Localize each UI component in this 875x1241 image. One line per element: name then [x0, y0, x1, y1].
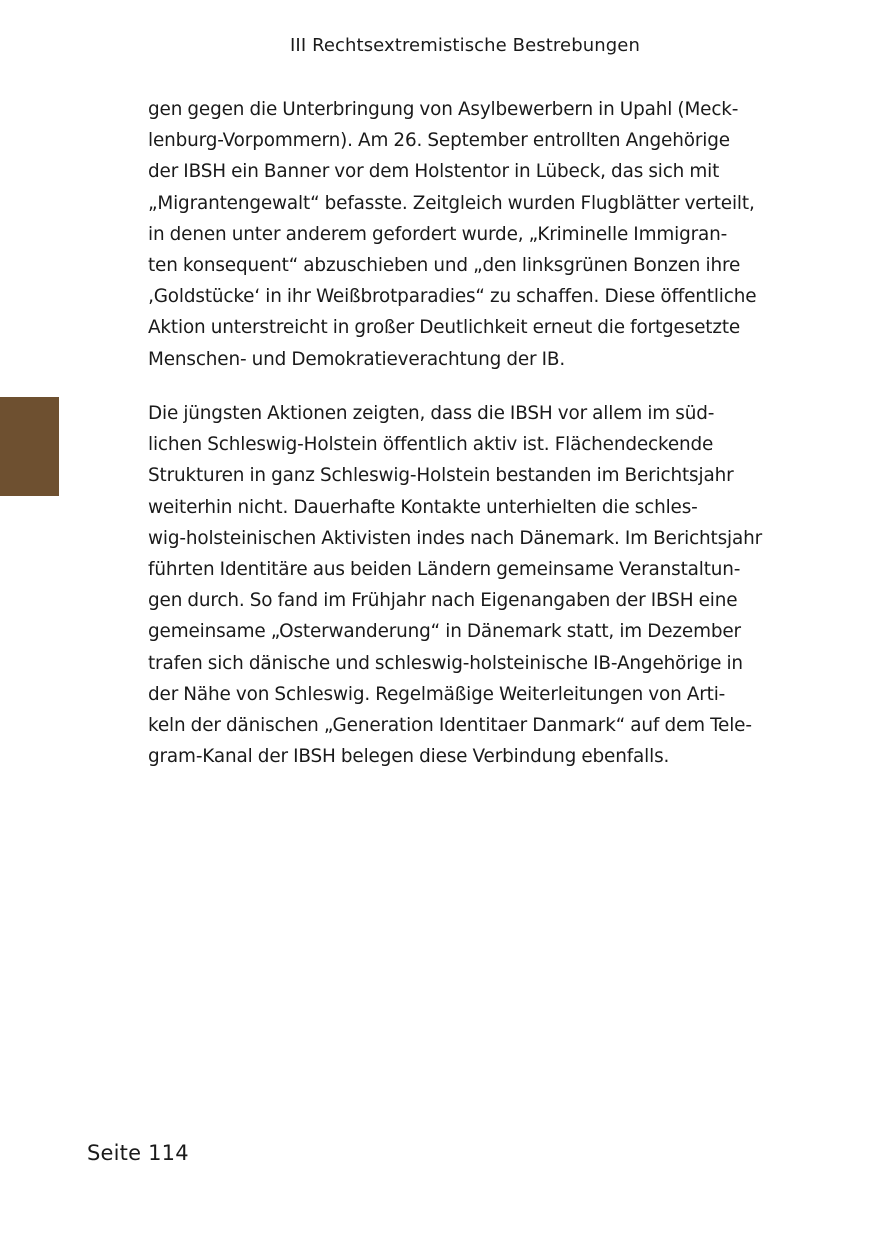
text-line: gen gegen die Unterbringung von Asylbewerbern in Upahl (Meck- [148, 99, 739, 120]
page-number: Seite 114 [87, 1141, 189, 1165]
text-line: ‚Goldstücke‘ in ihr Weißbrotparadies“ zu schaffen. Diese öffentliche [148, 286, 757, 308]
text-line: trafen sich dänische und schleswig-holsteinische IB-Angehörige in [148, 652, 743, 674]
text-line: weiterhin nicht. Dauerhafte Kontakte unterhielten die schles- [148, 496, 698, 518]
text-line: lenburg-Vorpommern). Am 26. September entrollten Angehörige [148, 130, 730, 152]
text-line: führten Identitäre aus beiden Ländern gemeinsame Veranstaltun- [148, 559, 741, 581]
text-line: gram-Kanal der IBSH belegen diese Verbindung ebenfalls. [148, 746, 670, 768]
text-line: Strukturen in ganz Schleswig-Holstein bestanden im Berichtsjahr [148, 465, 734, 487]
text-line: ten konsequent“ abzuschieben und „den linksgrünen Bonzen ihre [148, 255, 741, 277]
text-line: der IBSH ein Banner vor dem Holstentor in Lübeck, das sich mit [148, 161, 720, 183]
text-line: Aktion unterstreicht in großer Deutlichkeit erneut die fortgesetzte [148, 317, 741, 339]
text-line: lichen Schleswig-Holstein öffentlich aktiv ist. Flächendeckende [148, 434, 714, 456]
text-line: gen durch. So fand im Frühjahr nach Eigenangaben der IBSH eine [148, 590, 738, 612]
text-line: in denen unter anderem gefordert wurde, „Kriminelle Immigran- [148, 223, 728, 245]
body-paragraph-1 [148, 94, 788, 375]
text-line: Menschen- und Demokratieverachtung der IB. [148, 348, 566, 370]
text-line: „Migrantengewalt“ befasste. Zeitgleich wurden Flugblätter verteilt, [148, 192, 755, 214]
text-line: keln der dänischen „Generation Identitaer Danmark“ auf dem Tele- [148, 715, 752, 737]
body-paragraph-2 [148, 398, 788, 772]
text-line: wig-holsteinischen Aktivisten indes nach Dänemark. Im Berichtsjahr [148, 527, 763, 549]
running-header: III Rechtsextremistische Bestrebungen [290, 35, 640, 56]
text-line: der Nähe von Schleswig. Regelmäßige Weiterleitungen von Arti- [148, 683, 726, 705]
text-line: Die jüngsten Aktionen zeigten, dass die IBSH vor allem im süd- [148, 403, 715, 424]
text-line: gemeinsame „Osterwanderung“ in Dänemark statt, im Dezember [148, 621, 741, 643]
chapter-marker-tab [0, 397, 59, 496]
